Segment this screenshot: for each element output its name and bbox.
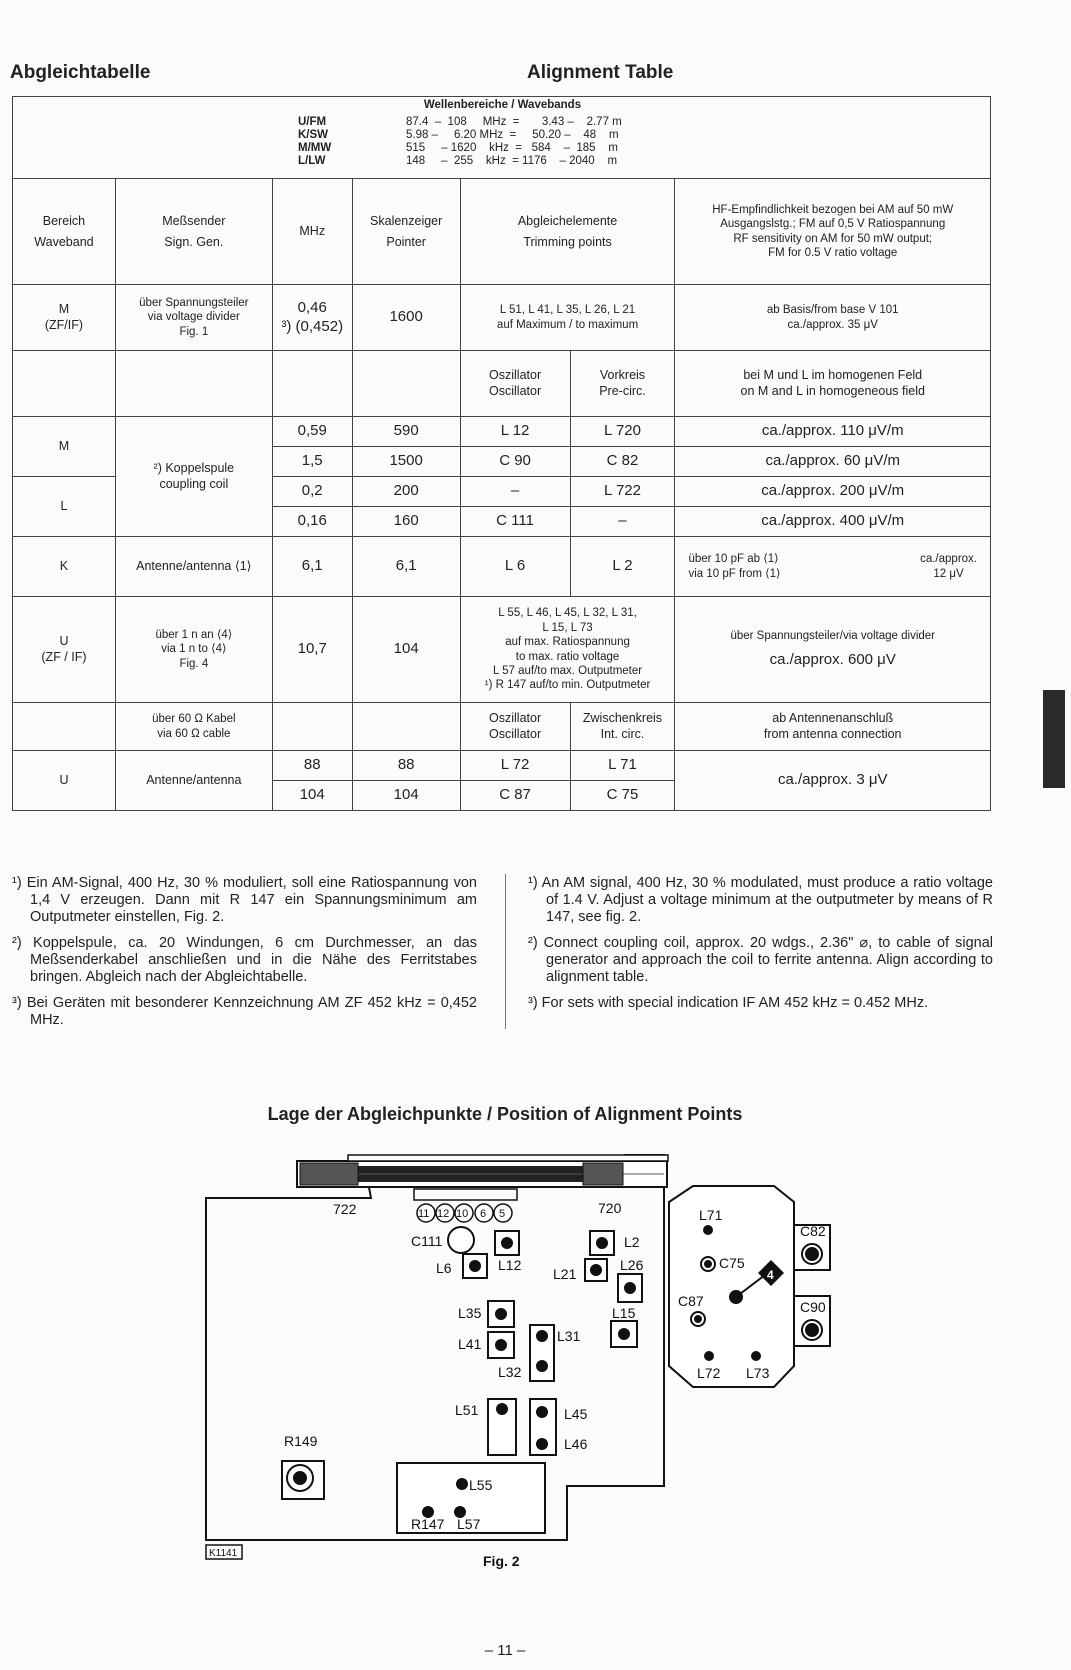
cell-pre: C 75 (570, 781, 675, 811)
waveband-label: L/LW (298, 155, 326, 167)
cell-gen: über 60 Ω Kabel via 60 Ω cable (115, 703, 272, 751)
diagram-title: Lage der Abgleichpunkte / Position of Alignment Points (267, 1104, 743, 1124)
label-l51: L51 (455, 1402, 479, 1418)
trimmer-c111-icon (448, 1227, 474, 1253)
cell-pointer: 160 (352, 507, 460, 537)
waveband-range: 148 – 255 kHz = 1176 – 2040 m (406, 155, 618, 167)
cell-pre: L 722 (570, 477, 675, 507)
cell-pointer: 104 (352, 781, 460, 811)
cell-band: M (13, 417, 116, 477)
footnote: ¹) Ein AM-Signal, 400 Hz, 30 % moduliert, soll eine Ratiospannung von 1,4 V erzeugen. Dann mit R 147 ein Spannungsminimum am Outputmeter einstellen, Fig. 2. (12, 875, 477, 925)
cell-sens: ca./approx. 110 μV/m (675, 417, 991, 447)
pin-label: 11 (418, 1208, 430, 1220)
footnote: ³) Bei Geräten mit besonderer Kennzeichnung AM ZF 452 kHz = 0,452 MHz. (12, 995, 477, 1028)
cell-gen: über 1 n an ⟨4⟩ via 1 n to ⟨4⟩ Fig. 4 (115, 597, 272, 703)
waveband-label: U/FM (298, 116, 327, 128)
k1141-marker (206, 1545, 242, 1559)
cell-pre: L 720 (570, 417, 675, 447)
cell-sens: ca./approx. 200 μV/m (675, 477, 991, 507)
cell-pointer: 590 (352, 417, 460, 447)
header-trim: Abgleichelemente Trimming points (460, 179, 675, 285)
cell-mhz: 0,2 (272, 477, 352, 507)
label-k1141: K1141 (209, 1548, 238, 1559)
sens-text: über Spannungsteiler/via voltage divider (730, 629, 936, 642)
cell-pointer: 1600 (352, 285, 460, 351)
label-l72: L72 (697, 1365, 721, 1381)
pin-label: 10 (456, 1208, 469, 1220)
title-german: Abgleichtabelle (10, 62, 151, 83)
waveband-title: Wellenbereiche / Wavebands (423, 99, 582, 111)
label-r147: R147 (411, 1516, 445, 1532)
label-c75: C75 (719, 1255, 745, 1271)
cell-osc: L 72 (460, 751, 570, 781)
label-l26: L26 (620, 1257, 644, 1273)
cell-sens: ca./approx. 400 μV/m (675, 507, 991, 537)
label-l46: L46 (564, 1436, 588, 1452)
label-l21: L21 (553, 1266, 577, 1282)
cell-trim: L 55, L 46, L 45, L 32, L 31, L 15, L 73 auf max. Ratiospannung to max. ratio voltage L 57 auf/to max. Outputmeter ¹) R 147 auf/to min. Outputmeter (460, 597, 675, 703)
cell-osc: – (460, 477, 570, 507)
cell-osc: L 12 (460, 417, 570, 447)
cell-pointer: 104 (352, 597, 460, 703)
cell-pre: – (570, 507, 675, 537)
page-number: – 11 – (484, 1642, 526, 1659)
header-gen: Meßsender Sign. Gen. (115, 179, 272, 285)
footnote: ²) Connect coupling coil, approx. 20 wdgs., 2.36" ⌀, to cable of signal generator and approach the coil to ferrite antenna. Align according to alignment table. (528, 935, 993, 985)
cell-mhz: 10,7 (272, 597, 352, 703)
pin-label: 6 (480, 1208, 487, 1220)
label-l31: L31 (557, 1328, 581, 1344)
cell-osc-head: Oszillator Oscillator (460, 351, 570, 417)
cell-band: M (ZF/IF) (13, 285, 116, 351)
cell-mhz: 0,59 (272, 417, 352, 447)
ferrite-rod (297, 1155, 668, 1187)
label-l73: L73 (746, 1365, 770, 1381)
footnote: ³) For sets with special indication IF AM 452 kHz = 0.452 MHz. (528, 995, 929, 1011)
sens-value: ca./approx. 12 μV (920, 553, 977, 580)
cell-band: L (13, 477, 116, 537)
cell-sens: ca./approx. 60 μV/m (675, 447, 991, 477)
cell-mhz: 1,5 (272, 447, 352, 477)
cell-pointer: 88 (352, 751, 460, 781)
label-l55: L55 (469, 1477, 493, 1493)
label-l2: L2 (624, 1234, 640, 1250)
sens-text: über 10 pF ab ⟨1⟩ via 10 pF from ⟨1⟩ (688, 553, 781, 580)
fm-tuner-module (669, 1186, 830, 1387)
label-l6: L6 (436, 1260, 452, 1276)
cell-pointer: 1500 (352, 447, 460, 477)
label-l32: L32 (498, 1364, 522, 1380)
waveband-range: 87.4 – 108 MHz = 3.43 – 2.77 m (406, 116, 622, 128)
label-l12: L12 (498, 1257, 522, 1273)
cell-trim: L 51, L 41, L 35, L 26, L 21 auf Maximum / to maximum (460, 285, 675, 351)
cell-band: K (13, 537, 116, 597)
label-l41: L41 (458, 1336, 482, 1352)
trim-points (282, 1227, 642, 1533)
cell-mhz: 104 (272, 781, 352, 811)
label-l45: L45 (564, 1406, 588, 1422)
label-c111: C111 (411, 1233, 443, 1249)
cell-pre: L 2 (570, 537, 675, 597)
cell-pre-head: Zwischenkreis Int. circ. (570, 703, 675, 751)
waveband-label: M/MW (298, 142, 332, 154)
cell-pointer: 6,1 (352, 537, 460, 597)
waveband-range: 515 – 1620 kHz = 584 – 185 m (406, 142, 618, 154)
pin-label: 12 (437, 1208, 450, 1220)
cell-osc: L 6 (460, 537, 570, 597)
footnote: ¹) An AM signal, 400 Hz, 30 % modulated, must produce a ratio voltage of 1.4 V. Adjust a voltage minimum at the outputmeter by means of R 147, see fig. 2. (528, 875, 993, 925)
label-l57: L57 (457, 1516, 481, 1532)
label-720: 720 (598, 1200, 622, 1216)
cell-osc: C 90 (460, 447, 570, 477)
label-c90: C90 (800, 1299, 826, 1315)
cell-gen: über Spannungsteiler via voltage divider Fig. 1 (115, 285, 272, 351)
cell-osc-head: Oszillator Oscillator (460, 703, 570, 751)
cell-mhz: 88 (272, 751, 352, 781)
label-l15: L15 (612, 1305, 636, 1321)
cell-osc: C 87 (460, 781, 570, 811)
header-pointer: Skalenzeiger Pointer (352, 179, 460, 285)
cell-pre: L 71 (570, 751, 675, 781)
cell-gen: ²) Koppelspule coupling coil (115, 417, 272, 537)
figure-caption: Fig. 2 (483, 1553, 520, 1569)
pin-row (414, 1189, 517, 1222)
cell-sens: ab Antennenanschluß from antenna connection (675, 703, 991, 751)
cell-mhz: 0,46 ³) (0,452) (272, 285, 352, 351)
cell-mhz: 6,1 (272, 537, 352, 597)
title-english: Alignment Table (527, 62, 674, 83)
cell-gen: Antenne/antenna ⟨1⟩ (115, 537, 272, 597)
header-mhz: MHz (272, 179, 352, 285)
header-sens: HF-Empfindlichkeit bezogen bei AM auf 50 mW Ausgangslstg.; FM auf 0,5 V Ratiospannung RF sensitivity on AM for 50 mW output; FM for 0.5 V ratio voltage (675, 179, 991, 285)
cell-sens: bei M und L im homogenen Feld on M and L in homogeneous field (675, 351, 991, 417)
cell-band: U (ZF / IF) (13, 597, 116, 703)
waveband-range: 5.98 – 6.20 MHz = 50.20 – 48 m (406, 129, 619, 141)
label-722: 722 (333, 1201, 357, 1217)
cell-mhz: 0,16 (272, 507, 352, 537)
label-point-4: 4 (767, 1268, 774, 1282)
pin-label: 5 (499, 1208, 506, 1220)
label-r149: R149 (284, 1433, 318, 1449)
sens-value: ca./approx. 600 μV (769, 650, 896, 668)
cell-band: U (13, 751, 116, 811)
cell-sens: ca./approx. 3 μV (675, 751, 991, 811)
cell-pre-head: Vorkreis Pre-circ. (570, 351, 675, 417)
cell-pointer: 200 (352, 477, 460, 507)
header-band: Bereich Waveband (13, 179, 116, 285)
label-l35: L35 (458, 1305, 482, 1321)
cell-sens: ab Basis/from base V 101 ca./approx. 35 μV (675, 285, 991, 351)
waveband-label: K/SW (298, 129, 329, 141)
label-l71: L71 (699, 1207, 723, 1223)
label-c82: C82 (800, 1223, 826, 1239)
footnote: ²) Koppelspule, ca. 20 Windungen, 6 cm Durchmesser, an das Meßsenderkabel anschließen und in die Nähe des Ferritstabes bringen. Abgleich nach der Abgleichtabelle. (12, 935, 477, 985)
cell-osc: C 111 (460, 507, 570, 537)
cell-pre: C 82 (570, 447, 675, 477)
label-c87: C87 (678, 1293, 704, 1309)
cell-gen: Antenne/antenna (115, 751, 272, 811)
